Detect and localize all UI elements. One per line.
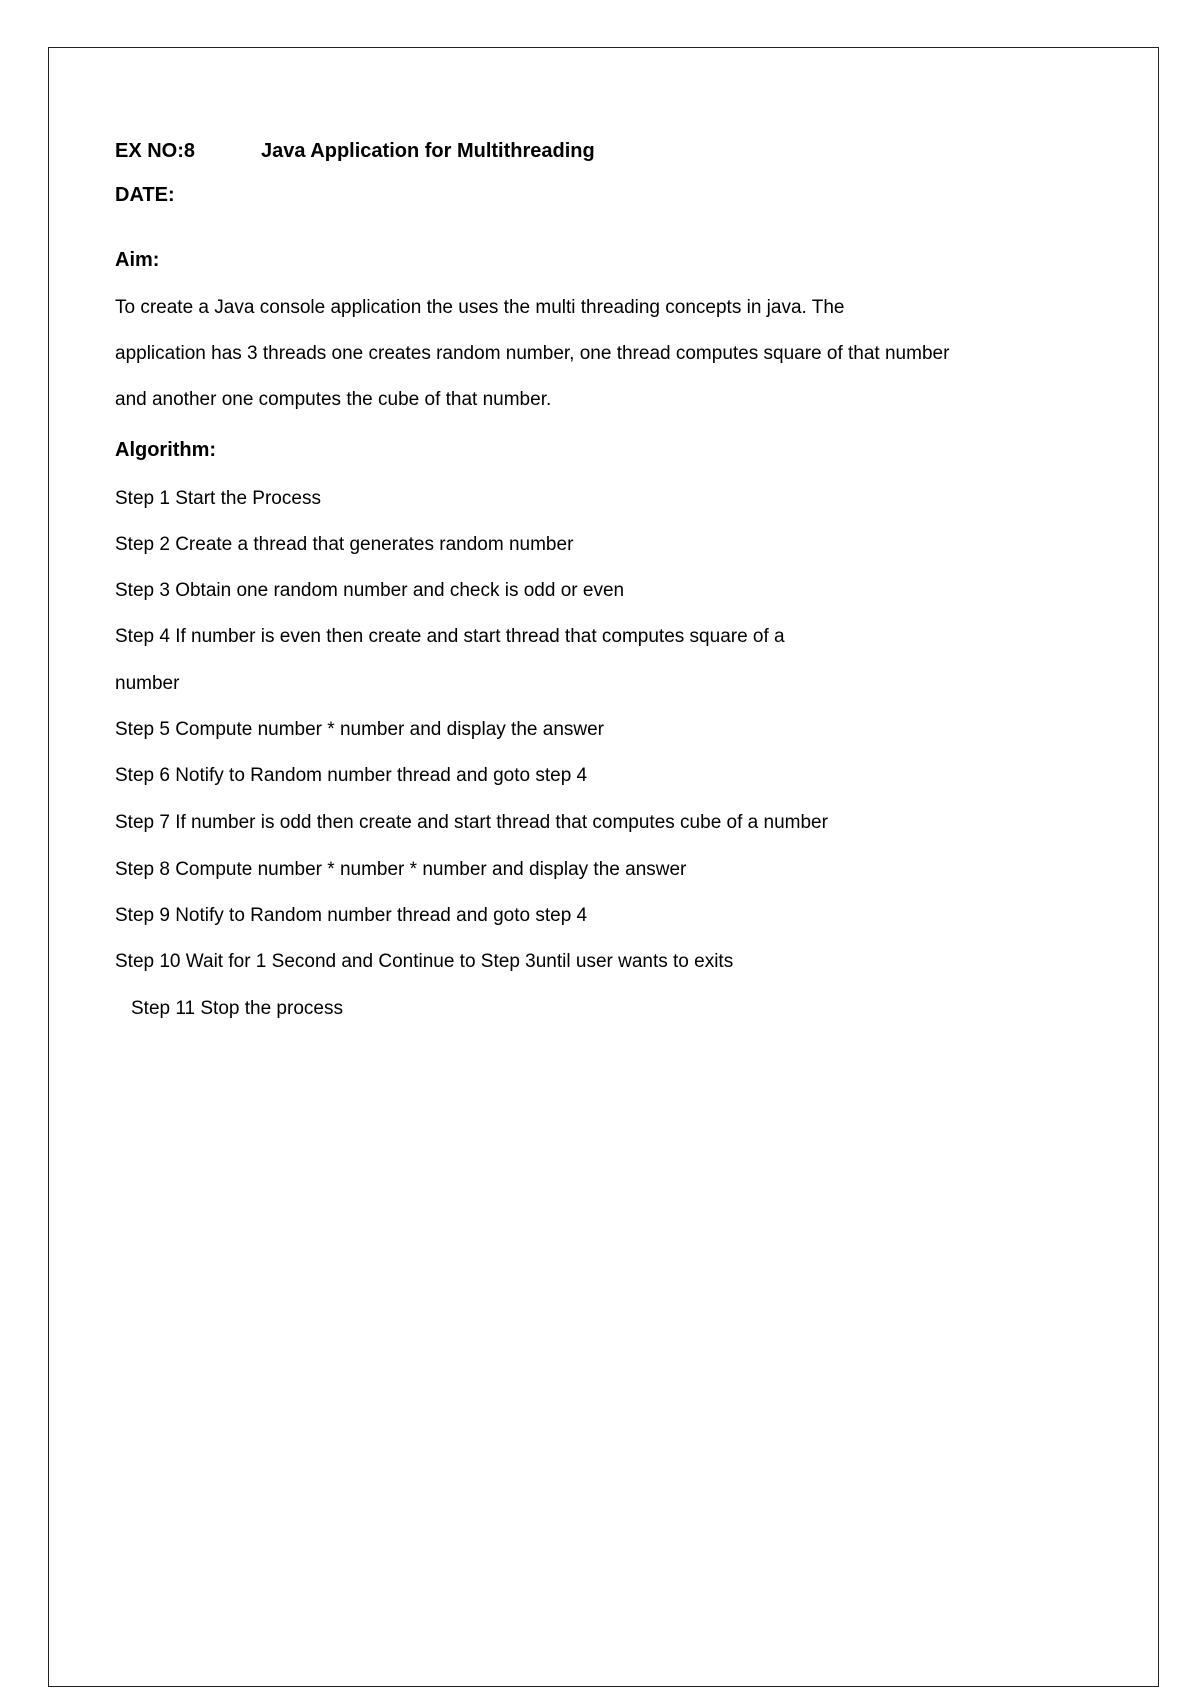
algorithm-heading: Algorithm: bbox=[115, 439, 217, 461]
aim-heading: Aim: bbox=[115, 249, 160, 271]
algorithm-step: Step 5 Compute number * number and display the answer bbox=[115, 719, 604, 740]
aim-line: To create a Java console application the uses the multi threading concepts in java. The bbox=[115, 297, 845, 318]
algorithm-step: Step 6 Notify to Random number thread and goto step 4 bbox=[115, 765, 588, 786]
algorithm-step: Step 9 Notify to Random number thread and goto step 4 bbox=[115, 905, 588, 926]
page-title: Java Application for Multithreading bbox=[261, 140, 595, 162]
algorithm-step: Step 10 Wait for 1 Second and Continue to Step 3until user wants to exits bbox=[115, 951, 734, 972]
algorithm-step: Step 1 Start the Process bbox=[115, 488, 321, 509]
ex-no-label: EX NO:8 bbox=[115, 140, 196, 162]
algorithm-step: Step 8 Compute number * number * number and display the answer bbox=[115, 859, 687, 880]
algorithm-step: Step 2 Create a thread that generates random number bbox=[115, 534, 574, 555]
aim-line: and another one computes the cube of that number. bbox=[115, 389, 552, 410]
algorithm-step: Step 3 Obtain one random number and check is odd or even bbox=[115, 580, 625, 601]
aim-line: application has 3 threads one creates random number, one thread computes square of that number bbox=[115, 343, 950, 364]
algorithm-step: Step 11 Stop the process bbox=[131, 998, 343, 1019]
algorithm-step: Step 4 If number is even then create and start thread that computes square of a bbox=[115, 626, 785, 647]
algorithm-step: Step 7 If number is odd then create and start thread that computes cube of a number bbox=[115, 812, 828, 833]
algorithm-step: number bbox=[115, 673, 180, 694]
date-label: DATE: bbox=[115, 184, 175, 206]
